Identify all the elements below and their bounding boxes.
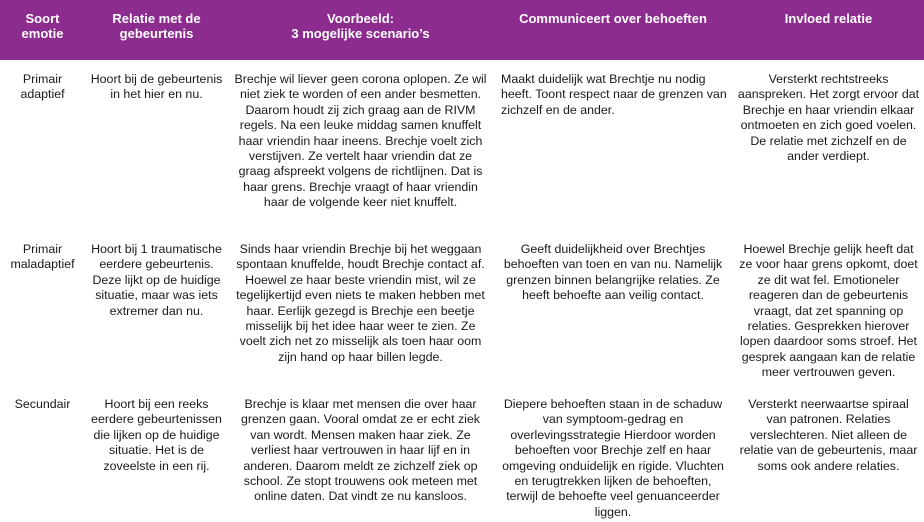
cell-kind: Primair maladaptief	[10, 242, 75, 272]
cell-example: Brechje wil liever geen corona oplopen. Ze wil niet ziek te worden of een ander besmetten. Daarom houdt zij zich graag aan de RIVM regels. Na een leuke middag samen knuffelt haar vriendin haar ineens. Brechje voelt zich verstijven. Ze vertelt haar vriendin dat ze graag afspreekt volgens de richtlijnen. Dat is haar grens. Brechje vraagt of haar vriendin haar de volgende keer niet knuffelt.	[234, 72, 487, 210]
header-relatie: Relatie met de gebeurtenis	[85, 0, 228, 60]
cell-kind: Primair adaptief	[20, 72, 65, 102]
header-soort-emotie: Soort emotie	[0, 0, 85, 60]
table-row	[0, 60, 924, 230]
header-behoeften: Communiceert over behoeften	[493, 0, 733, 60]
cell-influence: Hoewel Brechje gelijk heeft dat ze voor haar grens opkomt, doet ze dit wat fel. Emotioneler reageren dan de gebeurtenis vraagt, dat zet spanning op relaties. Gesprekken hierover lopen daardoor soms stroef. Het gesprek aangaan kan de relatie meer vertrouwen geven.	[739, 242, 918, 380]
cell-needs: Geeft duidelijkheid over Brechtjes behoeften van toen en van nu. Namelijk grenzen binnen belangrijke relaties. Ze heeft behoefte aan veilig contact.	[503, 242, 723, 303]
cell-influence: Versterkt neerwaartse spiraal van patronen. Relaties verslechteren. Niet alleen de relatie van de gebeurtenis, maar soms ook andere relaties.	[739, 397, 918, 473]
table-row	[0, 230, 924, 385]
cell-example: Sinds haar vriendin Brechje bij het weggaan spontaan knuffelde, houdt Brechje contact af. Hoewel ze haar beste vriendin mist, wil ze tegelijkertijd even niets te maken hebben met haar. Eerlijk gezegd is Brechje een beetje misselijk bij het idee haar weer te zien. Ze voelt zich net zo misselijk als toen haar oom zijn hand op haar billen legde.	[236, 242, 485, 364]
cell-kind: Secundair	[14, 397, 71, 411]
cell-example: Brechje is klaar met mensen die over haar grenzen gaan. Vooral omdat ze er echt ziek van wordt. Mensen maken haar ziek. Ze verliest haar vertrouwen in haar lijf en in anderen. Daarom meldt ze zichzelf ziek op school. Ze stopt trouwens ook meteen met online daten. Dat vindt ze nu kansloos.	[240, 397, 480, 504]
cell-needs: Maakt duidelijk wat Brechtje nu nodig heeft. Toont respect naar de grenzen van zichzelf en de ander.	[501, 72, 727, 117]
cell-relation: Hoort bij een reeks eerdere gebeurtenissen die lijken op de huidige situatie. Het is de zoveelste in een rij.	[91, 397, 222, 473]
cell-needs: Diepere behoeften staan in de schaduw van symptoom-gedrag en overlevingsstrategie Hierdoor worden behoeften voor Brechje zelf en haar omgeving onduidelijk en rigide. Vluchten en terugtrekken lijken de behoeften, terwijl de behoefte veel genuanceerder liggen.	[502, 397, 724, 519]
cell-influence: Versterkt rechtstreeks aanspreken. Het zorgt ervoor dat Brechje en haar vriendin elkaar ontmoeten en zich goed voelen. De relatie met zichzelf en de ander verdiept.	[737, 72, 920, 164]
cell-relation: Hoort bij de gebeurtenis in het hier en nu.	[90, 72, 223, 102]
cell-relation: Hoort bij 1 traumatische eerdere gebeurtenis. Deze lijkt op de huidige situatie, maar was iets extremer dan nu.	[91, 242, 222, 318]
table-row	[0, 385, 924, 522]
header-row	[0, 0, 924, 60]
header-voorbeeld: Voorbeeld: 3 mogelijke scenario’s	[228, 0, 493, 60]
header-invloed: Invloed relatie	[733, 0, 924, 60]
